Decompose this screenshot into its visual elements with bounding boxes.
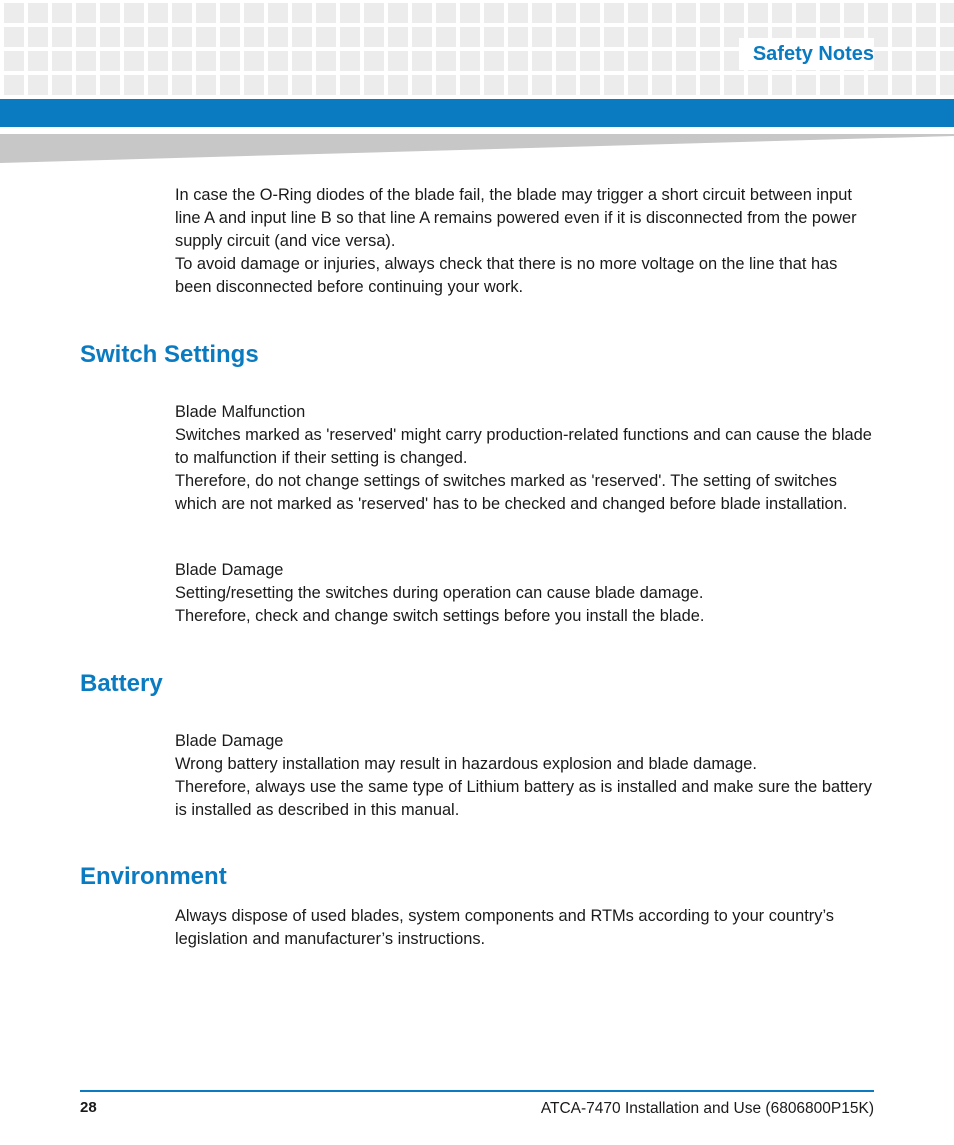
notice-blade-damage-battery bbox=[175, 730, 877, 822]
battery-heading: Battery bbox=[80, 670, 163, 697]
notice-blade-malfunction bbox=[175, 401, 877, 516]
intro-paragraph: To avoid damage or injuries, always check that there is no more voltage on the line that has been disconnected before continuing your work. bbox=[175, 255, 838, 296]
header-blue-bar bbox=[0, 99, 954, 127]
header-gray-wedge bbox=[0, 127, 954, 163]
switch-settings-heading: Switch Settings bbox=[80, 341, 259, 368]
footer-document-title: ATCA-7470 Installation and Use (6806800P15K) bbox=[540, 1100, 874, 1117]
footer-rule bbox=[80, 1090, 874, 1092]
notice-text: Therefore, always use the same type of Lithium battery as is installed and make sure the battery is installed as described in this manual. bbox=[175, 778, 872, 819]
notice-title: Blade Malfunction bbox=[175, 403, 306, 421]
notice-text: Setting/resetting the switches during operation can cause blade damage. bbox=[175, 584, 704, 602]
intro-paragraph: In case the O-Ring diodes of the blade fail, the blade may trigger a short circuit between input line A and input line B so that line A remains powered even if it is disconnected from the power supply circuit (and vice versa). bbox=[175, 186, 857, 250]
notice-blade-damage-switches bbox=[175, 559, 877, 628]
notice-text: Wrong battery installation may result in hazardous explosion and blade damage. bbox=[175, 755, 757, 773]
environment-paragraph: Always dispose of used blades, system components and RTMs according to your country’s legislation and manufacturer’s instructions. bbox=[175, 907, 834, 948]
environment-text bbox=[175, 905, 877, 951]
notice-text: Therefore, do not change settings of switches marked as 'reserved'. The setting of switches which are not marked as 'reserved' has to be checked and changed before blade installation. bbox=[175, 472, 848, 513]
notice-title: Blade Damage bbox=[175, 732, 284, 750]
page-number: 28 bbox=[80, 1099, 97, 1116]
intro-text bbox=[175, 184, 877, 299]
environment-heading: Environment bbox=[80, 863, 227, 890]
section-title: Safety Notes bbox=[739, 38, 874, 70]
notice-text: Switches marked as 'reserved' might carry production-related functions and can cause the blade to malfunction if their setting is changed. bbox=[175, 426, 872, 467]
notice-text: Therefore, check and change switch settings before you install the blade. bbox=[175, 607, 705, 625]
notice-title: Blade Damage bbox=[175, 561, 284, 579]
